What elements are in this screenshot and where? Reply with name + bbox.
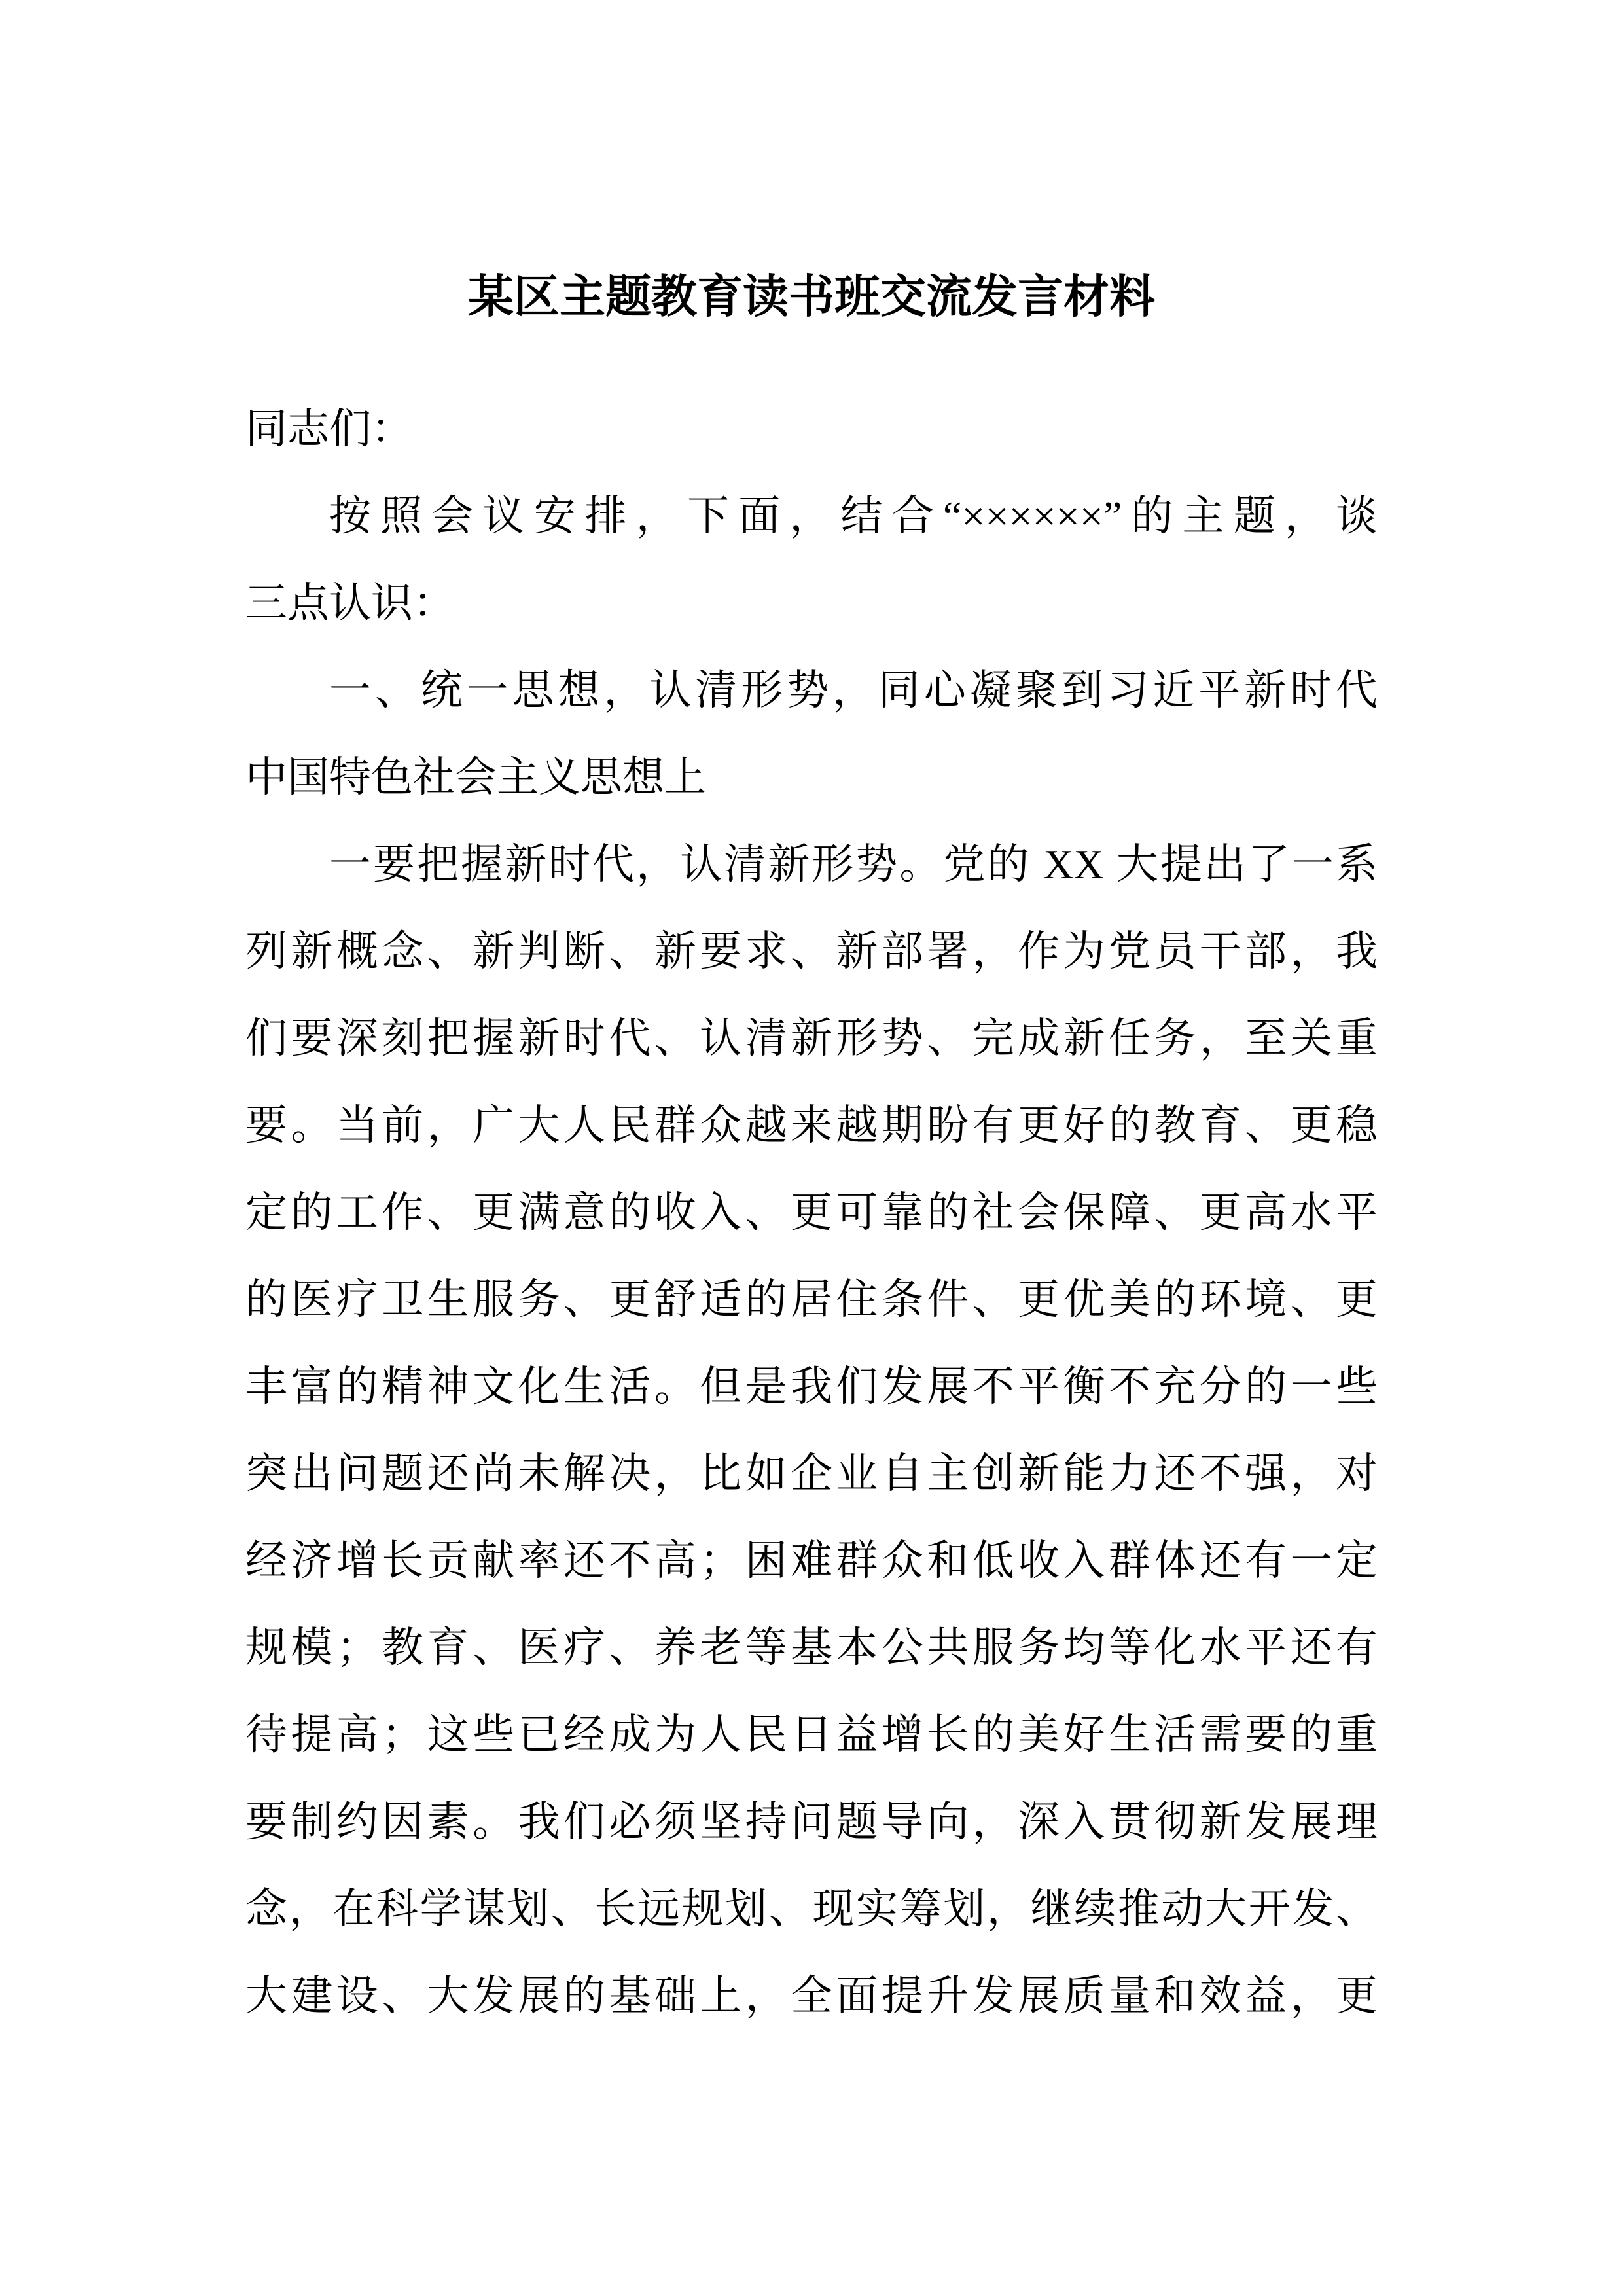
document-body xyxy=(245,386,1378,2039)
document-title: 某区主题教育读书班交流发言材料 xyxy=(468,271,1155,322)
body-line: 念，在科学谋划、长远规划、现实筹划，继续推动大开发、 xyxy=(245,1886,1378,1932)
body-line: 大建设、大发展的基础上，全面提升发展质量和效益，更 xyxy=(245,1973,1378,2019)
body-line: 要制约因素。我们必须坚持问题导向，深入贯彻新发展理 xyxy=(245,1799,1378,1845)
body-line: 三点认识： xyxy=(245,580,455,626)
body-line: 中国特色社会主义思想上 xyxy=(245,754,706,800)
body-line: 要。当前，广大人民群众越来越期盼有更好的教育、更稳 xyxy=(245,1102,1378,1149)
body-line: 一要把握新时代，认清新形势。党的 XX 大提出了一系 xyxy=(329,841,1378,888)
body-line: 定的工作、更满意的收入、更可靠的社会保障、更高水平 xyxy=(245,1189,1378,1236)
body-line: 的医疗卫生服务、更舒适的居住条件、更优美的环境、更 xyxy=(245,1276,1378,1323)
body-line: 规模；教育、医疗、养老等基本公共服务均等化水平还有 xyxy=(245,1624,1378,1671)
body-line: 按照会议安排，下面，结合“××××××”的主题，谈 xyxy=(329,493,1378,539)
body-line: 同志们： xyxy=(245,406,413,452)
body-line: 们要深刻把握新时代、认清新形势、完成新任务，至关重 xyxy=(245,1015,1378,1062)
body-line: 待提高；这些已经成为人民日益增长的美好生活需要的重 xyxy=(245,1712,1378,1758)
body-line: 列新概念、新判断、新要求、新部署，作为党员干部，我 xyxy=(245,928,1378,975)
body-line: 经济增长贡献率还不高；困难群众和低收入群体还有一定 xyxy=(245,1537,1378,1584)
body-line: 一、统一思想，认清形势，同心凝聚到习近平新时代 xyxy=(329,667,1378,713)
body-line: 突出问题还尚未解决，比如企业自主创新能力还不强，对 xyxy=(245,1450,1378,1497)
body-line: 丰富的精神文化生活。但是我们发展不平衡不充分的一些 xyxy=(245,1363,1378,1410)
